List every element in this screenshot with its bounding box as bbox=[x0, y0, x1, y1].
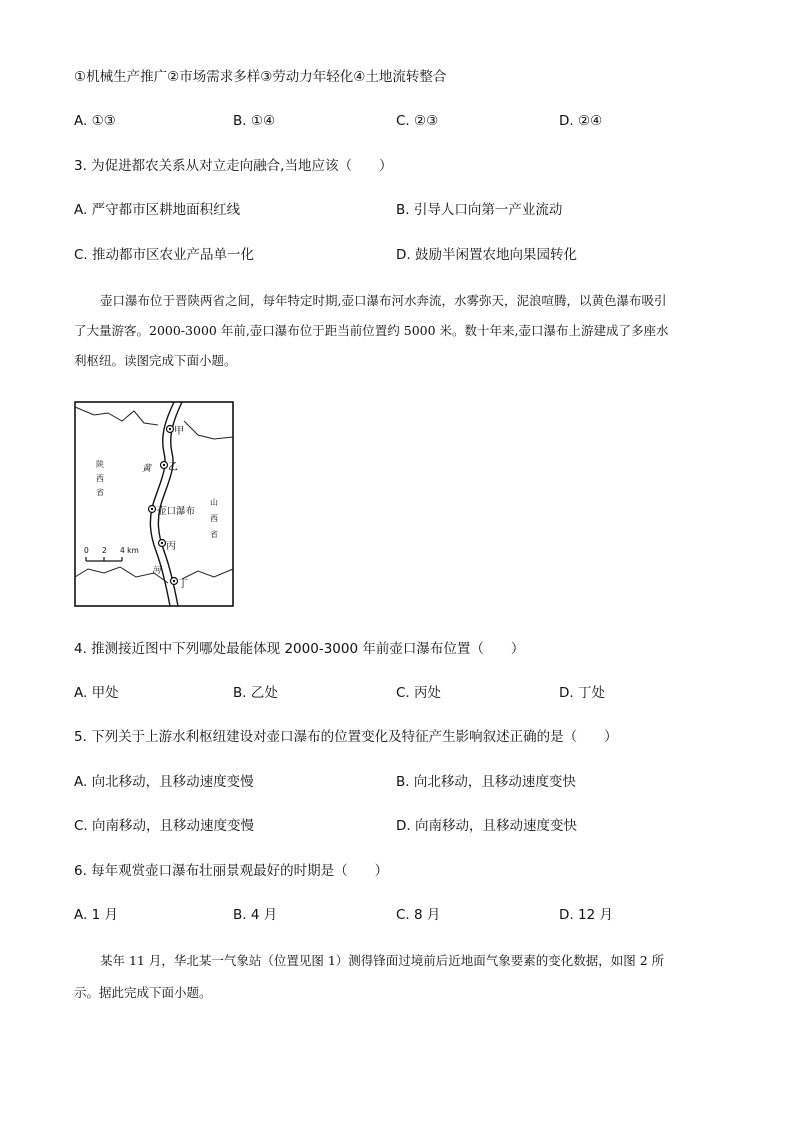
q4-stem: 4. 推测接近图中下列哪处最能体现 2000-3000 年前壶口瀑布位置（ ） bbox=[74, 641, 525, 657]
label-jia: 甲 bbox=[174, 426, 184, 437]
q2-option-b: B. ①④ bbox=[233, 113, 276, 129]
label-shaanxi-2: 西 bbox=[96, 474, 104, 483]
q5-stem: 5. 下列关于上游水利枢纽建设对壶口瀑布的位置变化及特征产生影响叙述正确的是（ ） bbox=[74, 729, 618, 745]
q4-option-d: D. 丁处 bbox=[559, 685, 605, 701]
label-he: 河 bbox=[152, 566, 162, 576]
marker-ding bbox=[171, 578, 178, 585]
q4-option-c: C. 丙处 bbox=[396, 685, 442, 701]
label-shanxi-3: 省 bbox=[210, 530, 218, 539]
q6-stem: 6. 每年观赏壶口瀑布壮丽景观最好的时期是（ ） bbox=[74, 863, 389, 879]
label-hukou: 壶口瀑布 bbox=[157, 506, 196, 517]
label-bing: 丙 bbox=[166, 541, 176, 552]
label-shanxi-1: 山 bbox=[210, 498, 218, 507]
q3-option-c: C. 推动都市区农业产品单一化 bbox=[74, 247, 255, 263]
q2-option-d: D. ②④ bbox=[559, 113, 603, 129]
q5-option-c: C. 向南移动，且移动速度变慢 bbox=[74, 818, 255, 834]
label-shaanxi-3: 省 bbox=[96, 488, 104, 497]
svg-text:4 km: 4 km bbox=[120, 546, 139, 555]
svg-text:2: 2 bbox=[102, 546, 107, 555]
q6-option-c: C. 8 月 bbox=[396, 907, 441, 923]
q5-option-d: D. 向南移动，且移动速度变快 bbox=[396, 818, 577, 834]
q3-option-a: A. 严守都市区耕地面积红线 bbox=[74, 202, 241, 218]
marker-yi bbox=[161, 462, 168, 469]
marker-hukou bbox=[149, 506, 156, 513]
label-shanxi-2: 西 bbox=[210, 514, 218, 523]
q3-stem: 3. 为促进都农关系从对立走向融合,当地应该（ ） bbox=[74, 158, 393, 174]
q6-option-d: D. 12 月 bbox=[559, 907, 613, 923]
q4-option-a: A. 甲处 bbox=[74, 685, 119, 701]
label-huang: 黄 bbox=[142, 464, 152, 474]
label-shaanxi-1: 陕 bbox=[96, 460, 104, 469]
q6-option-a: A. 1 月 bbox=[74, 907, 118, 923]
q6-option-b: B. 4 月 bbox=[233, 907, 278, 923]
passage1-line1: 壶口瀑布位于晋陕两省之间，每年特定时期,壶口瀑布河水奔流，水雾弥天，泥浪喧腾，以黄色瀑布吸引 bbox=[100, 293, 667, 308]
svg-text:0: 0 bbox=[84, 546, 89, 555]
q2-option-c: C. ②③ bbox=[396, 113, 439, 129]
passage1-line3: 利枢纽。读图完成下面小题。 bbox=[74, 353, 237, 368]
q3-option-b: B. 引导人口向第一产业流动 bbox=[396, 202, 563, 218]
label-ding: 丁 bbox=[178, 579, 188, 590]
q2-option-a: A. ①③ bbox=[74, 113, 116, 129]
q5-option-b: B. 向北移动，且移动速度变快 bbox=[396, 774, 576, 790]
marker-bing bbox=[159, 540, 166, 547]
passage1-line2: 了大量游客。2000-3000 年前,壶口瀑布位于距当前位置约 5000 米。数十年来,壶口瀑布上游建成了多座水 bbox=[74, 323, 669, 338]
q2-choices: ①机械生产推广②市场需求多样③劳动力年轻化④土地流转整合 bbox=[74, 69, 447, 85]
hukou-map bbox=[74, 401, 234, 607]
marker-jia bbox=[167, 426, 174, 433]
passage2-line1: 某年 11 月，华北某一气象站（位置见图 1）测得锋面过境前后近地面气象要素的变化数据，如图 2 所 bbox=[100, 953, 665, 968]
q4-option-b: B. 乙处 bbox=[233, 685, 278, 701]
passage2-line2: 示。据此完成下面小题。 bbox=[74, 985, 212, 1000]
q3-option-d: D. 鼓励半闲置农地向果园转化 bbox=[396, 247, 577, 263]
q5-option-a: A. 向北移动，且移动速度变慢 bbox=[74, 774, 254, 790]
label-yi: 乙 bbox=[168, 462, 178, 473]
